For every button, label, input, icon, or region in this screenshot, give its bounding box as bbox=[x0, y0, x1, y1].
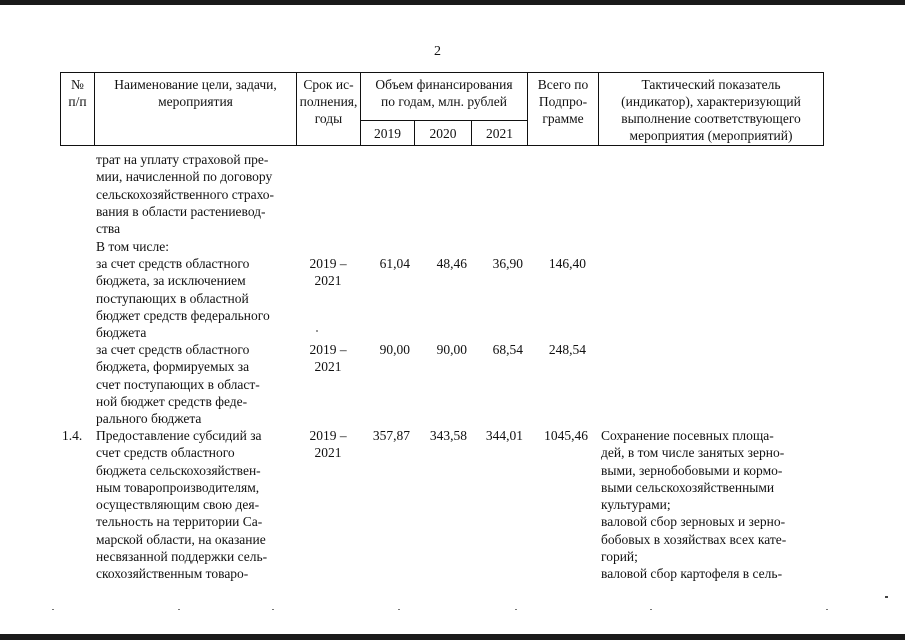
years-divider-rule bbox=[360, 120, 527, 121]
header-top-rule bbox=[60, 72, 824, 73]
row-value-2021: 36,90 bbox=[492, 256, 523, 271]
row-total: 146,40 bbox=[548, 256, 586, 271]
scan-speck bbox=[398, 609, 400, 610]
col-border-1 bbox=[94, 72, 95, 146]
row-value-2021: 344,01 bbox=[485, 428, 523, 443]
header-year-2020: 2020 bbox=[429, 126, 457, 141]
row-value-2019: 90,00 bbox=[379, 342, 410, 357]
row-value-2019: 357,87 bbox=[372, 428, 410, 443]
row-indicator: Сохранение посевных площа- дей, в том числе занятых зерно- выми, зернобобовыми и кормо- выми сельскохозяйственными культурами; валовой сбор зерновых и зерно- бобовых в хозяйствах всех кате- горий; валовой сбор картофеля в сель- bbox=[601, 428, 787, 582]
row-number: 1.4. bbox=[62, 428, 83, 443]
row-value-2019: 61,04 bbox=[379, 256, 410, 271]
row-total: 248,54 bbox=[548, 342, 586, 357]
row-value-2020: 343,58 bbox=[429, 428, 467, 443]
row-total: 1045,46 bbox=[544, 428, 588, 443]
row-value-2020: 48,46 bbox=[436, 256, 467, 271]
row-term: 2019 – 2021 bbox=[309, 342, 347, 374]
continuation-text: трат на уплату страховой пре- мии, начисленной по договору сельскохозяйственного страхо- вания в области растениевод- ства bbox=[96, 152, 275, 237]
header-number: № п/п bbox=[68, 77, 87, 109]
scan-speck bbox=[178, 609, 180, 610]
scan-speck bbox=[826, 609, 828, 610]
row-value-2020: 90,00 bbox=[436, 342, 467, 357]
header-bottom-rule bbox=[60, 145, 824, 146]
row-name: Предоставление субсидий за счет средств областного бюджета сельскохозяйствен- ным товаропроизводителям, осуществляющим свою дея- тельность на территории Са- марской области, на оказание несвязанной поддержки сель- скохозяйственным товаро- bbox=[96, 428, 268, 582]
scan-speck bbox=[316, 330, 318, 332]
scan-top-edge bbox=[0, 0, 905, 5]
header-financing: Объем финансирования по годам, млн. рублей bbox=[375, 77, 513, 109]
scan-speck bbox=[885, 596, 888, 598]
scan-speck bbox=[515, 609, 517, 610]
scan-speck bbox=[650, 609, 652, 610]
including-label: В том числе: bbox=[96, 239, 169, 254]
scan-speck bbox=[272, 609, 274, 610]
row-name: за счет средств областного бюджета, формируемых за счет поступающих в област- ной бюджет средств феде- рального бюджета bbox=[96, 342, 260, 427]
scan-bottom-edge bbox=[0, 634, 905, 640]
header-total: Всего по Подпро- грамме bbox=[537, 77, 589, 126]
header-year-2021: 2021 bbox=[486, 126, 513, 141]
header-term: Срок ис- полнения, годы bbox=[299, 77, 358, 126]
scan-speck bbox=[52, 609, 54, 610]
col-border-6 bbox=[823, 72, 824, 146]
header-year-2019: 2019 bbox=[374, 126, 401, 141]
header-name: Наименование цели, задачи, мероприятия bbox=[114, 77, 277, 109]
row-term: 2019 – 2021 bbox=[309, 256, 347, 288]
row-term: 2019 – 2021 bbox=[309, 428, 347, 460]
row-name: за счет средств областного бюджета, за исключением поступающих в областной бюджет средств федерального бюджета bbox=[96, 256, 270, 341]
header-indicator: Тактический показатель (индикатор), характеризующий выполнение соответствующего мероприятия (мероприятий) bbox=[621, 77, 801, 143]
row-value-2021: 68,54 bbox=[492, 342, 523, 357]
page-number: 2 bbox=[434, 44, 441, 59]
